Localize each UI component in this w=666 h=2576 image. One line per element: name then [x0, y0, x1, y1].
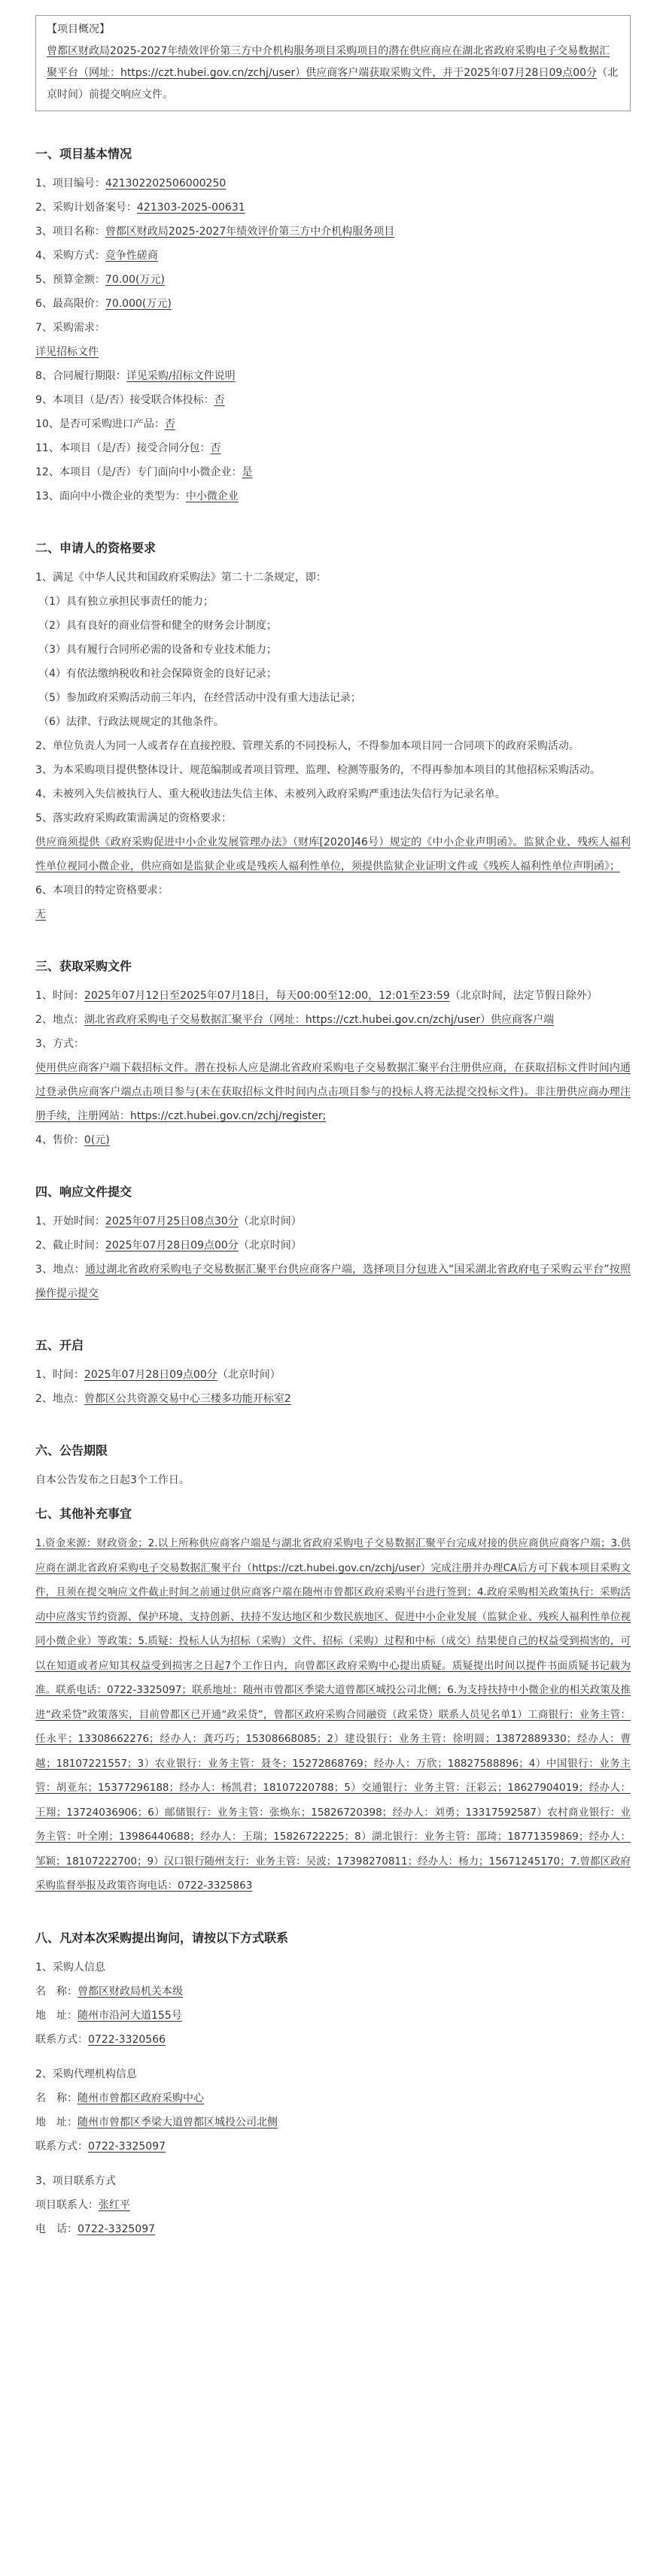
submit-start: 1、开始时间：2025年07月25日08点30分（北京时间） — [35, 1215, 302, 1227]
section-title: 七、其他补充事宜 — [35, 1506, 132, 1521]
obtain-price: 4、售价：0(元) — [35, 1134, 110, 1146]
platform-url[interactable]: https://czt.hubei.gov.cn/zchj/user — [120, 67, 296, 79]
info-row: 1、项目编号：421302202506000250 — [35, 177, 227, 190]
info-row: 6、最高限价：70.000(万元) — [35, 298, 172, 310]
info-row: 9、本项目（是/否）接受联合体投标：否 — [35, 394, 225, 406]
qual-item: 4、未被列入失信被执行人、重大税收违法失信主体、未被列入政府采购严重违法失信行为记录名单。 — [35, 788, 506, 800]
qual-sub-item: （4）有依法缴纳税收和社会保障资金的良好记录； — [38, 668, 277, 680]
qual-item: 5、落实政府采购政策需满足的资格要求： — [35, 812, 232, 824]
opening-place: 2、地点：曾都区公共资源交易中心三楼多功能开标室2 — [35, 1393, 291, 1405]
contact-name: 名 称：曾都区财政局机关本级 — [35, 1985, 183, 1998]
contact-group-title: 2、采购代理机构信息 — [35, 2068, 137, 2080]
section-title: 四、响应文件提交 — [35, 1185, 132, 1199]
contact-address: 地 址：随州市沿河大道155号 — [35, 2009, 182, 2022]
submit-end: 2、截止时间：2025年07月28日09点00分（北京时间） — [35, 1239, 302, 1252]
qual-sub-item: （6）法律、行政法规规定的其他条件。 — [38, 716, 224, 728]
info-row: 8、合同履行期限：详见采购/招标文件说明 — [35, 370, 236, 382]
info-row: 10、是否可采购进口产品：否 — [35, 418, 175, 430]
qual-sub-item: （2）具有良好的商业信誉和健全的财务会计制度； — [38, 620, 277, 632]
project-overview-box — [35, 15, 631, 111]
obtain-method: 使用供应商客户端下载招标文件。潜在投标人应是湖北省政府采购电子交易数据汇聚平台注册供应商，在获取招标文件时间内通过登录供应商客户端点击项目参与(未在获取招标文件时间内点击项目参与的投标人将无法提交投标文件)。非注册供应商办理注册手续，注册网站：https://czt.hubei.gov.cn/zchj/register; — [35, 1062, 631, 1122]
section-title: 一、项目基本情况 — [35, 147, 132, 161]
section-basic-info — [35, 144, 631, 508]
contact-person: 项目联系人：张红平 — [35, 2198, 130, 2211]
section-title: 六、公告期限 — [35, 1443, 108, 1458]
section-obtain-documents — [35, 957, 631, 1152]
info-row: 5、预算金额：70.00(万元) — [35, 274, 165, 286]
info-row: 4、采购方式：竞争性磋商 — [35, 250, 158, 262]
contact-phone: 电 话：0722-3325097 — [35, 2223, 156, 2235]
qual-item: 6、本项目的特定资格要求： — [35, 884, 169, 897]
overview-deadline: 2025年07月28日09点00分 — [464, 67, 598, 79]
requirement-link[interactable]: 详见招标文件 — [35, 346, 99, 358]
section-supplementary — [35, 1504, 631, 1898]
obtain-method-label: 3、方式： — [35, 1038, 84, 1050]
qual-sub-item: （5）参加政府采购活动前三年内，在经营活动中没有重大违法记录； — [38, 692, 361, 704]
overview-text: 曾都区财政局2025-2027年绩效评价第三方中介机构服务项目采购项目的潜在供应商应在湖北省政府采购电子交易数据汇聚平台（网址：https://czt.hubei.gov.cn/zchj/user）供应商客户端获取采购文件，并于2025年07月28日09点00分（北京时间）前提交响应文件。 — [47, 45, 619, 101]
submit-place: 3、地点：通过湖北省政府采购电子交易数据汇聚平台供应商客户端，选择项目分包进入“国采湖北省政府电子采购云平台”按照操作提示提交 — [35, 1264, 631, 1300]
obtain-place: 2、地点：湖北省政府采购电子交易数据汇聚平台（网址：https://czt.hubei.gov.cn/zchj/user）供应商客户端 — [35, 1014, 555, 1026]
contact-name: 名 称：随州市曾都区政府采购中心 — [35, 2092, 204, 2104]
section-notice-period — [35, 1441, 631, 1492]
info-row: 11、本项目（是/否）接受合同分包：否 — [35, 442, 221, 454]
info-row: 7、采购需求： — [35, 322, 105, 334]
qual-item: 无 — [35, 909, 46, 921]
section-title: 八、凡对本次采购提出询问，请按以下方式联系 — [35, 1930, 289, 1945]
section-submission — [35, 1182, 631, 1306]
info-row: 13、面向中小微企业的类型为：中小微企业 — [35, 490, 239, 502]
contact-address: 地 址：随州市曾都区季梁大道曾都区城投公司北侧 — [35, 2116, 278, 2128]
info-row: 3、项目名称：曾都区财政局2025-2027年绩效评价第三方中介机构服务项目 — [35, 226, 395, 238]
contact-phone: 联系方式：0722-3320566 — [35, 2033, 166, 2046]
policy-requirement: 供应商须提供《政府采购促进中小企业发展管理办法》（财库[2020]46号）规定的《中小企业声明函》。监狱企业、残疾人福利性单位视同小微企业，供应商如是监狱企业或是残疾人福利性单位，须提供监狱企业证明文件或《残疾人福利性单位声明函》； — [35, 836, 631, 872]
opening-time: 1、时间：2025年07月28日09点00分（北京时间） — [35, 1369, 281, 1381]
supplementary-text: 1.资金来源：财政资金；2.以上所称供应商客户端是与湖北省政府采购电子交易数据汇聚平台完成对接的供应商供应商客户端；3.供应商在湖北省政府采购电子交易数据汇聚平台（https://czt.hubei.gov.cn/zchj/user）完成注册并办理CA后方可下载本项目采购文件，且须在提交响应文件截止时间之前通过供应商客户端在随州市曾都区政府采购平台进行签到；4.政府采购相关政策执行：采购活动中应落实节约资源、保护环境、支持创新、扶持不发达地区和少数民族地区、促进中小企业发展（监狱企业、残疾人福利性单位视同小微企业）等政策；5.质疑：投标人认为招标（采购）文件、招标（采购）过程和中标（成交）结果使自己的权益受到损害的，可以在知道或者应知其权益受到损害之日起7个工作日内，向曾都区政府采购中心提出质疑。质疑提出时间以提件书面质疑书记载为准。联系电话：0722-3325097；联系地址：随州市曾都区季梁大道曾都区城投公司北侧；6.为支持扶持中小微企业的相关政策及推进“政采贷”政策落实，目前曾都区已开通“政采贷”，曾都区政府采购合同融资（政采贷）联系人员见名单1）工商银行：业务主管：任永平；13308662276；经办人：龚巧巧；15308668085；2）建设银行：业务主管：徐明圆；13872889330；经办人：曹越；18107221557；3）农业银行：业务主管：聂冬；15272868769；经办人：万欣；18827588896；4）中国银行：业务主管：胡亚东；15377296188；经办人：杨凯君；18107220788；5）交通银行：业务主管：汪彩云；18627904019；经办人：王翔；13724036906；6）邮储银行：业务主管：张焕东；15826720398；经办人：刘勇；13317592587）农村商业银行：业务主管：叶全刚；13986440688；经办人：王瑞；15826722225；8）湖北银行：业务主管：邵琦；18771359869；经办人：邹颖；18107222700；9）汉口银行随州支行：业务主管：吴波；17398270811；经办人：杨力；15671245170；7.曾都区政府采购监督举报及政策咨询电话：0722-3325863 — [35, 1537, 631, 1892]
qual-item: 2、单位负责人为同一人或者存在直接控股、管理关系的不同投标人，不得参加本项目同一合同项下的政府采购活动。 — [35, 740, 579, 752]
contact-group-title: 3、项目联系方式 — [35, 2174, 116, 2187]
qual-sub-item: （1）具有独立承担民事责任的能力； — [38, 596, 214, 608]
contact-group-title: 1、采购人信息 — [35, 1961, 105, 1974]
contact-phone: 联系方式：0722-3325097 — [35, 2140, 166, 2153]
obtain-time: 1、时间：2025年07月12日至2025年07月18日，每天00:00至12:00，12:01至23:59（北京时间，法定节假日除外） — [35, 990, 598, 1002]
section-contacts — [35, 1928, 631, 2241]
info-row: 2、采购计划备案号：421303-2025-00631 — [35, 202, 245, 214]
section-title: 二、申请人的资格要求 — [35, 541, 157, 555]
qual-item: 1、满足《中华人民共和国政府采购法》第二十二条规定，即： — [35, 572, 327, 584]
section-title: 三、获取采购文件 — [35, 959, 132, 973]
overview-title: 【项目概况】 — [47, 23, 110, 35]
qual-sub-item: （3）具有履行合同所必需的设备和专业技术能力； — [38, 644, 277, 656]
section-title: 五、开启 — [35, 1338, 84, 1352]
section-opening — [35, 1336, 631, 1411]
qual-item: 3、为本采购项目提供整体设计、规范编制或者项目管理、监理、检测等服务的，不得再参加本项目的其他招标采购活动。 — [35, 764, 601, 776]
section-qualifications — [35, 539, 631, 927]
notice-period-text: 自本公告发布之日起3个工作日。 — [35, 1474, 190, 1486]
info-row: 12、本项目（是/否）专门面向中小微企业：是 — [35, 466, 253, 478]
